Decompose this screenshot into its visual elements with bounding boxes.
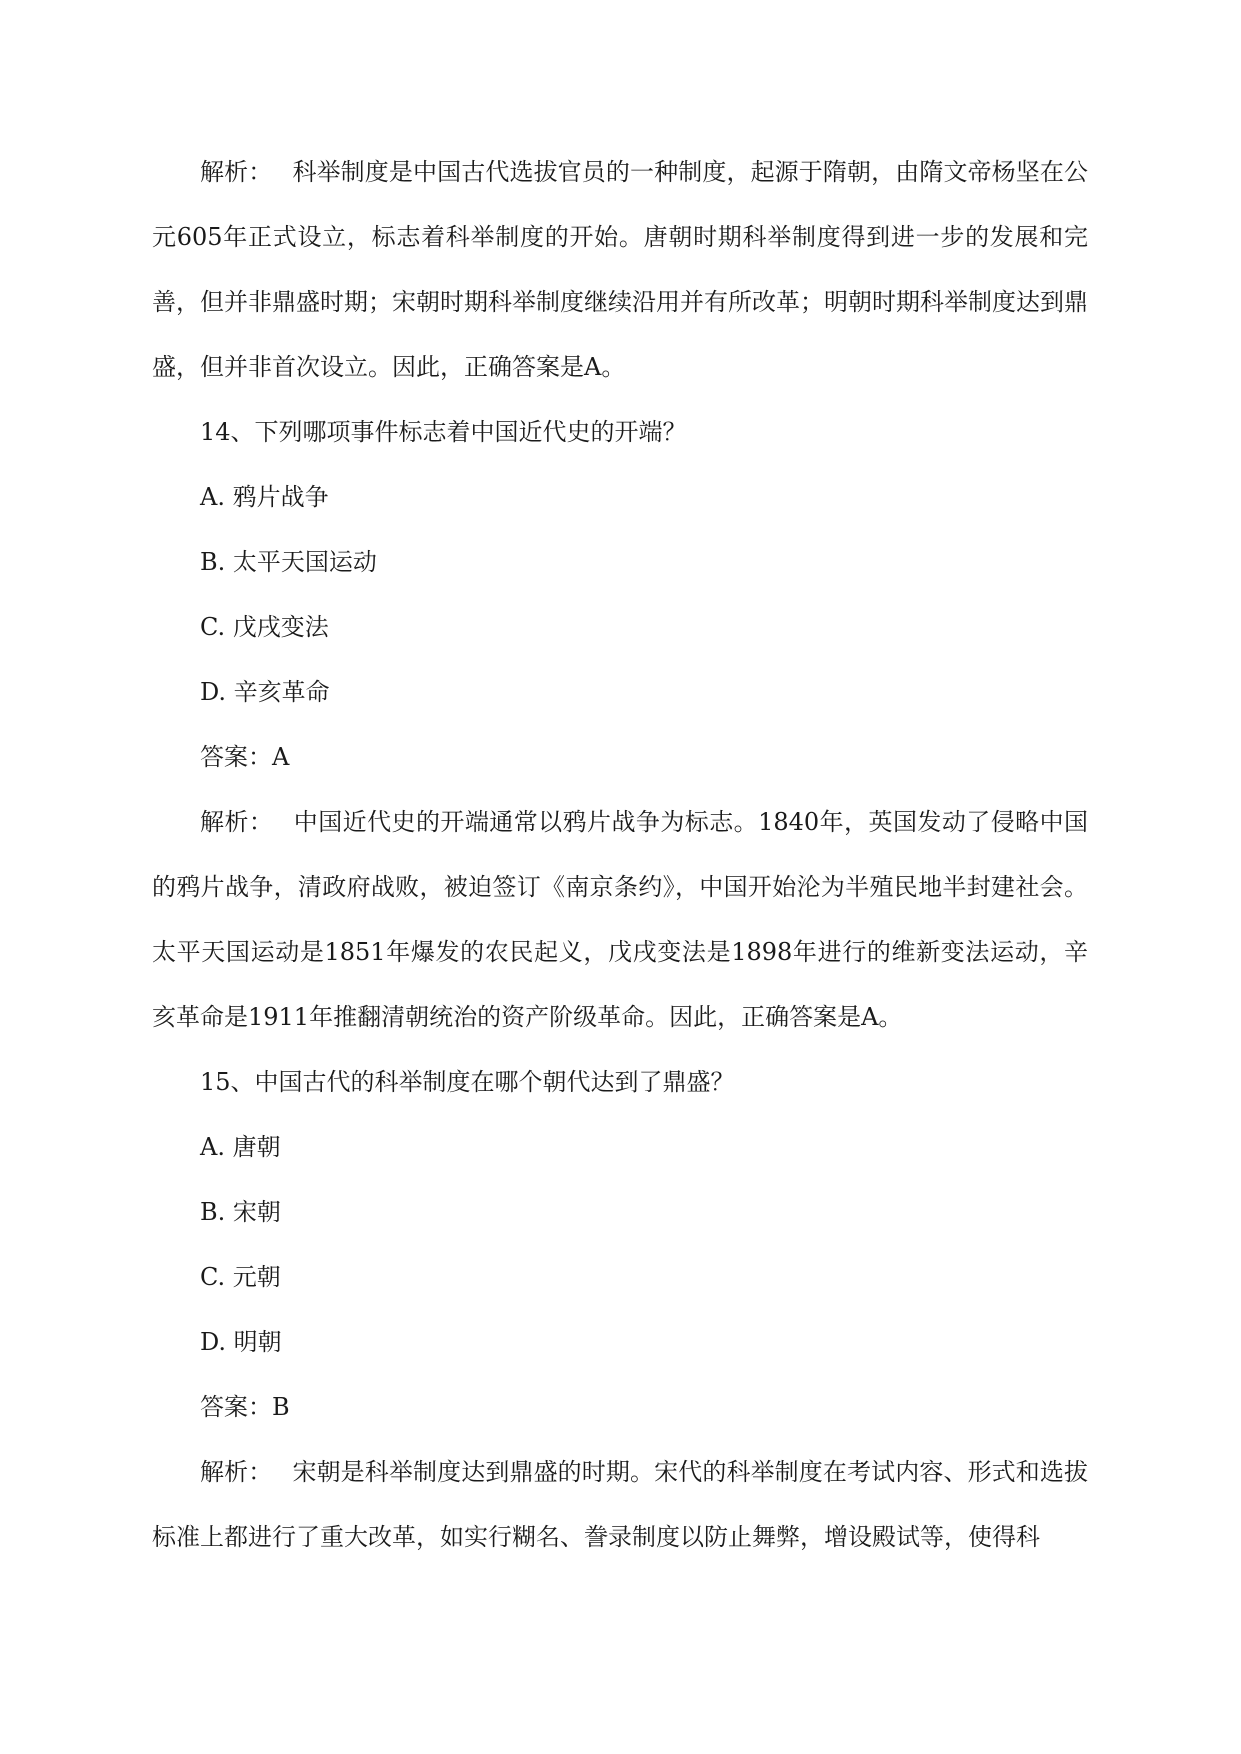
option-15-d: D. 明朝 (200, 1328, 282, 1356)
analysis-text: 中国近代史的开端通常以鸦片战争为标志。1840年，英国发动了侵略中国的鸦片战争，清政府战败，被迫签订《南京条约》，中国开始沦为半殖民地半封建社会。太平天国运动是1851年爆发的农民起义，戊戌变法是1898年进行的维新变法运动，辛亥革命是1911年推翻清朝统治的资产阶级革命。因此，正确答案是A。 (152, 808, 1089, 1031)
analysis-paragraph-14 (152, 790, 1088, 1050)
analysis-text: 科举制度是中国古代选拔官员的一种制度，起源于隋朝，由隋文帝杨坚在公元605年正式设立，标志着科举制度的开始。唐朝时期科举制度得到进一步的发展和完善，但并非鼎盛时期；宋朝时期科举制度继续沿用并有所改革；明朝时期科举制度达到鼎盛，但并非首次设立。因此，正确答案是A。 (152, 158, 1089, 381)
question-15: 15、中国古代的科举制度在哪个朝代达到了鼎盛？ (200, 1068, 735, 1096)
answer-15: 答案：B (200, 1393, 290, 1421)
analysis-text: 宋朝是科举制度达到鼎盛的时期。宋代的科举制度在考试内容、形式和选拔标准上都进行了重大改革，如实行糊名、誊录制度以防止舞弊，增设殿试等，使得科 (152, 1458, 1089, 1551)
question-14: 14、下列哪项事件标志着中国近代史的开端？ (200, 418, 687, 446)
answer-14: 答案：A (200, 743, 290, 771)
analysis-label: 解析： (200, 158, 273, 186)
option-15-a: A. 唐朝 (200, 1133, 281, 1161)
option-14-c: C. 戊戌变法 (200, 613, 329, 641)
option-14-b: B. 太平天国运动 (200, 548, 377, 576)
analysis-label: 解析： (200, 1458, 273, 1486)
option-14-a: A. 鸦片战争 (200, 483, 329, 511)
option-15-c: C. 元朝 (200, 1263, 281, 1291)
option-14-d: D. 辛亥革命 (200, 678, 330, 706)
document-page (152, 140, 1088, 1570)
option-15-b: B. 宋朝 (200, 1198, 281, 1226)
analysis-paragraph-13 (152, 140, 1088, 400)
analysis-paragraph-15 (152, 1440, 1088, 1570)
analysis-label: 解析： (200, 808, 274, 836)
